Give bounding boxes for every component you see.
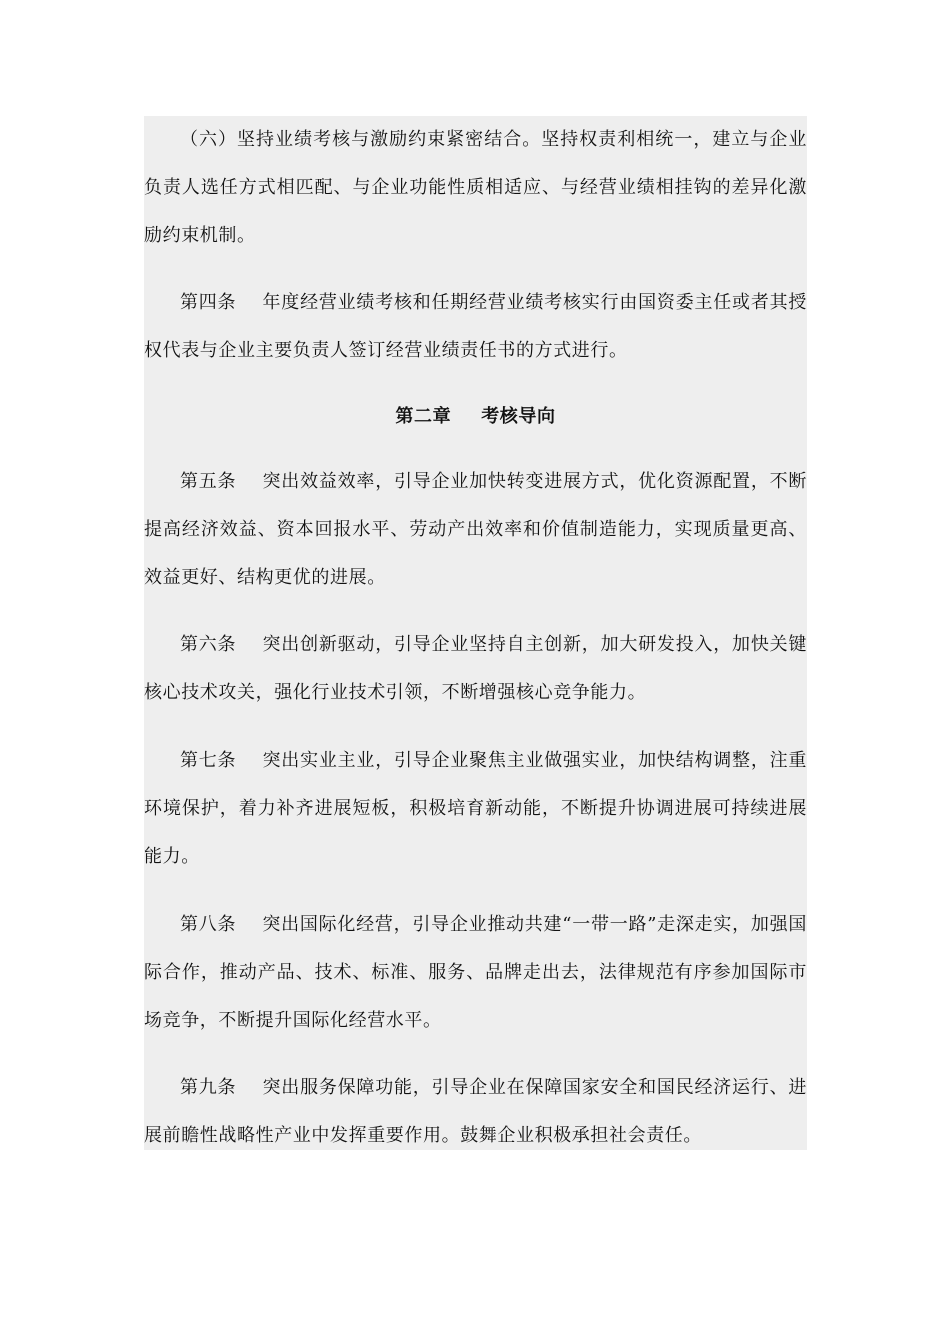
article-five: [144, 458, 807, 602]
paragraph-principle-six: [144, 116, 807, 260]
article-label: 第六条: [180, 634, 237, 655]
article-label: 第九条: [180, 1077, 237, 1098]
article-eight: [144, 901, 807, 1045]
paragraph-text: （六）坚持业绩考核与激励约束紧密结合。坚持权责利相统一，建立与企业负责人选任方式相匹配、与企业功能性质相适应、与经营业绩相挂钩的差异化激励约束机制。: [144, 129, 807, 246]
chapter-number: 第二章: [395, 406, 452, 427]
document-text-block: [144, 116, 807, 1150]
article-four: [144, 279, 807, 375]
article-text: 突出效益效率，引导企业加快转变进展方式，优化资源配置，不断提高经济效益、资本回报水平、劳动产出效率和价值制造能力，实现质量更高、效益更好、结构更优的进展。: [144, 471, 807, 588]
article-text: 年度经营业绩考核和任期经营业绩考核实行由国资委主任或者其授权代表与企业主要负责人签订经营业绩责任书的方式进行。: [144, 292, 807, 361]
article-label: 第四条: [180, 292, 237, 313]
article-label: 第七条: [180, 750, 237, 771]
article-text: 突出国际化经营，引导企业推动共建“一带一路”走深走实，加强国际合作，推动产品、技术、标准、服务、品牌走出去，法律规范有序参加国际市场竞争，不断提升国际化经营水平。: [144, 914, 807, 1031]
article-label: 第八条: [180, 914, 237, 935]
article-text: 突出创新驱动，引导企业坚持自主创新，加大研发投入，加快关键核心技术攻关，强化行业技术引领，不断增强核心竞争能力。: [144, 634, 807, 703]
article-seven: [144, 737, 807, 881]
article-nine: [144, 1064, 807, 1160]
chapter-title: 考核导向: [481, 406, 556, 427]
article-text: 突出服务保障功能，引导企业在保障国家安全和国民经济运行、进展前瞻性战略性产业中发挥重要作用。鼓舞企业积极承担社会责任。: [144, 1077, 807, 1146]
article-label: 第五条: [180, 471, 237, 492]
article-six: [144, 621, 807, 717]
article-text: 突出实业主业，引导企业聚焦主业做强实业，加快结构调整，注重环境保护，着力补齐进展短板，积极培育新动能，不断提升协调进展可持续进展能力。: [144, 750, 807, 867]
chapter-heading: [144, 397, 807, 437]
